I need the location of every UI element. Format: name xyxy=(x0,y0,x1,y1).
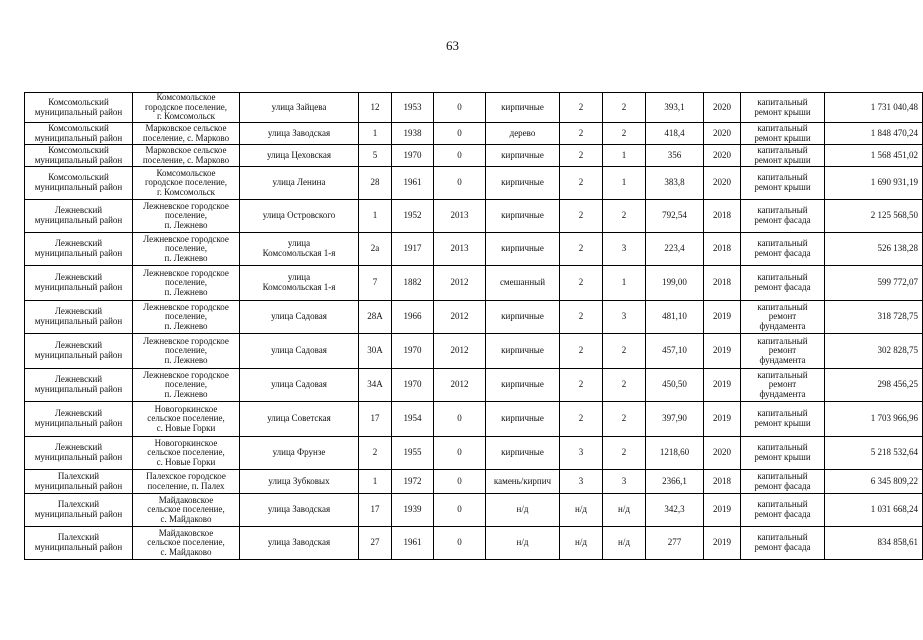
floors-cell: 2 xyxy=(560,123,603,145)
repair-type-cell: капитальный ремонт фасада xyxy=(741,527,825,560)
entrances-cell: 2 xyxy=(603,369,646,402)
entrances-cell: 2 xyxy=(603,402,646,437)
area-cell: 450,50 xyxy=(646,369,704,402)
last-repair-year-cell: 2012 xyxy=(434,301,486,334)
street-cell: улица Ленина xyxy=(240,167,359,200)
cost-cell: 1 731 040,48 xyxy=(825,93,923,123)
municipal-district-cell: Комсомольский муниципальный район xyxy=(25,123,133,145)
floors-cell: 3 xyxy=(560,437,603,470)
street-cell: улица Фрунзе xyxy=(240,437,359,470)
table-row xyxy=(25,266,923,301)
planned-year-cell: 2018 xyxy=(704,200,741,233)
settlement-cell: Лежневское городское поселение, п. Лежнево xyxy=(133,200,240,233)
wall-material-cell: кирпичные xyxy=(486,200,560,233)
settlement-cell: Комсомольское городское поселение, г. Комсомольск xyxy=(133,93,240,123)
wall-material-cell: кирпичные xyxy=(486,167,560,200)
last-repair-year-cell: 2013 xyxy=(434,233,486,266)
settlement-cell: Лежневское городское поселение, п. Лежнево xyxy=(133,233,240,266)
repair-type-cell: капитальный ремонт фасада xyxy=(741,266,825,301)
housing-repair-table xyxy=(24,92,923,560)
last-repair-year-cell: 0 xyxy=(434,123,486,145)
house-number-cell: 12 xyxy=(359,93,392,123)
planned-year-cell: 2018 xyxy=(704,233,741,266)
wall-material-cell: кирпичные xyxy=(486,369,560,402)
settlement-cell: Новогоркинское сельское поселение, с. Новые Горки xyxy=(133,402,240,437)
street-cell: улица Зайцева xyxy=(240,93,359,123)
floors-cell: 2 xyxy=(560,402,603,437)
municipal-district-cell: Комсомольский муниципальный район xyxy=(25,145,133,167)
municipal-district-cell: Палехский муниципальный район xyxy=(25,494,133,527)
cost-cell: 834 858,61 xyxy=(825,527,923,560)
settlement-cell: Марковское сельское поселение, с. Марково xyxy=(133,123,240,145)
cost-cell: 526 138,28 xyxy=(825,233,923,266)
table-row xyxy=(25,123,923,145)
house-number-cell: 1 xyxy=(359,470,392,494)
street-cell: улица Зубковых xyxy=(240,470,359,494)
cost-cell: 6 345 809,22 xyxy=(825,470,923,494)
settlement-cell: Лежневское городское поселение, п. Лежнево xyxy=(133,334,240,369)
entrances-cell: 2 xyxy=(603,334,646,369)
area-cell: 397,90 xyxy=(646,402,704,437)
wall-material-cell: н/д xyxy=(486,527,560,560)
last-repair-year-cell: 2012 xyxy=(434,266,486,301)
settlement-cell: Майдаковское сельское поселение, с. Майдаково xyxy=(133,527,240,560)
planned-year-cell: 2019 xyxy=(704,334,741,369)
build-year-cell: 1966 xyxy=(392,301,434,334)
entrances-cell: 3 xyxy=(603,470,646,494)
wall-material-cell: н/д xyxy=(486,494,560,527)
area-cell: 1218,60 xyxy=(646,437,704,470)
settlement-cell: Майдаковское сельское поселение, с. Майдаково xyxy=(133,494,240,527)
settlement-cell: Лежневское городское поселение, п. Лежнево xyxy=(133,369,240,402)
build-year-cell: 1952 xyxy=(392,200,434,233)
repair-type-cell: капитальный ремонт крыши xyxy=(741,402,825,437)
repair-type-cell: капитальный ремонт фундамента xyxy=(741,369,825,402)
repair-type-cell: капитальный ремонт крыши xyxy=(741,93,825,123)
house-number-cell: 28А xyxy=(359,301,392,334)
municipal-district-cell: Лежневский муниципальный район xyxy=(25,334,133,369)
cost-cell: 1 031 668,24 xyxy=(825,494,923,527)
table-row xyxy=(25,369,923,402)
table-row xyxy=(25,167,923,200)
municipal-district-cell: Комсомольский муниципальный район xyxy=(25,167,133,200)
cost-cell: 599 772,07 xyxy=(825,266,923,301)
table-row xyxy=(25,334,923,369)
cost-cell: 5 218 532,64 xyxy=(825,437,923,470)
street-cell: улица Заводская xyxy=(240,123,359,145)
area-cell: 393,1 xyxy=(646,93,704,123)
planned-year-cell: 2019 xyxy=(704,369,741,402)
last-repair-year-cell: 0 xyxy=(434,437,486,470)
house-number-cell: 28 xyxy=(359,167,392,200)
table-row xyxy=(25,527,923,560)
table-row xyxy=(25,301,923,334)
street-cell: улица Комсомольская 1-я xyxy=(240,233,359,266)
table-row xyxy=(25,93,923,123)
floors-cell: 3 xyxy=(560,470,603,494)
municipal-district-cell: Лежневский муниципальный район xyxy=(25,200,133,233)
area-cell: 383,8 xyxy=(646,167,704,200)
repair-type-cell: капитальный ремонт крыши xyxy=(741,167,825,200)
last-repair-year-cell: 2013 xyxy=(434,200,486,233)
settlement-cell: Палехское городское поселение, п. Палех xyxy=(133,470,240,494)
municipal-district-cell: Палехский муниципальный район xyxy=(25,527,133,560)
planned-year-cell: 2019 xyxy=(704,527,741,560)
build-year-cell: 1961 xyxy=(392,527,434,560)
house-number-cell: 1 xyxy=(359,123,392,145)
last-repair-year-cell: 2012 xyxy=(434,334,486,369)
entrances-cell: 2 xyxy=(603,93,646,123)
repair-type-cell: капитальный ремонт крыши xyxy=(741,145,825,167)
street-cell: улица Заводская xyxy=(240,527,359,560)
build-year-cell: 1972 xyxy=(392,470,434,494)
settlement-cell: Комсомольское городское поселение, г. Комсомольск xyxy=(133,167,240,200)
repair-type-cell: капитальный ремонт фасада xyxy=(741,200,825,233)
street-cell: улица Советская xyxy=(240,402,359,437)
area-cell: 223,4 xyxy=(646,233,704,266)
area-cell: 342,3 xyxy=(646,494,704,527)
entrances-cell: 1 xyxy=(603,266,646,301)
house-number-cell: 30А xyxy=(359,334,392,369)
repair-type-cell: капитальный ремонт фундамента xyxy=(741,334,825,369)
settlement-cell: Марковское сельское поселение, с. Марково xyxy=(133,145,240,167)
floors-cell: н/д xyxy=(560,527,603,560)
repair-type-cell: капитальный ремонт фасада xyxy=(741,470,825,494)
entrances-cell: н/д xyxy=(603,494,646,527)
last-repair-year-cell: 0 xyxy=(434,402,486,437)
table-row xyxy=(25,494,923,527)
last-repair-year-cell: 0 xyxy=(434,93,486,123)
street-cell: улица Садовая xyxy=(240,301,359,334)
floors-cell: 2 xyxy=(560,233,603,266)
repair-type-cell: капитальный ремонт фундамента xyxy=(741,301,825,334)
entrances-cell: 3 xyxy=(603,233,646,266)
cost-cell: 1 690 931,19 xyxy=(825,167,923,200)
entrances-cell: 1 xyxy=(603,167,646,200)
municipal-district-cell: Лежневский муниципальный район xyxy=(25,266,133,301)
floors-cell: 2 xyxy=(560,334,603,369)
cost-cell: 302 828,75 xyxy=(825,334,923,369)
street-cell: улица Садовая xyxy=(240,369,359,402)
house-number-cell: 34А xyxy=(359,369,392,402)
house-number-cell: 2 xyxy=(359,437,392,470)
entrances-cell: 1 xyxy=(603,145,646,167)
wall-material-cell: дерево xyxy=(486,123,560,145)
table-row xyxy=(25,200,923,233)
planned-year-cell: 2020 xyxy=(704,145,741,167)
planned-year-cell: 2018 xyxy=(704,470,741,494)
house-number-cell: 27 xyxy=(359,527,392,560)
area-cell: 481,10 xyxy=(646,301,704,334)
entrances-cell: 3 xyxy=(603,301,646,334)
municipal-district-cell: Лежневский муниципальный район xyxy=(25,233,133,266)
entrances-cell: 2 xyxy=(603,200,646,233)
build-year-cell: 1953 xyxy=(392,93,434,123)
municipal-district-cell: Лежневский муниципальный район xyxy=(25,369,133,402)
area-cell: 277 xyxy=(646,527,704,560)
street-cell: улица Заводская xyxy=(240,494,359,527)
build-year-cell: 1970 xyxy=(392,334,434,369)
wall-material-cell: кирпичные xyxy=(486,334,560,369)
cost-cell: 1 568 451,02 xyxy=(825,145,923,167)
planned-year-cell: 2018 xyxy=(704,266,741,301)
settlement-cell: Новогоркинское сельское поселение, с. Новые Горки xyxy=(133,437,240,470)
table-row xyxy=(25,145,923,167)
house-number-cell: 17 xyxy=(359,402,392,437)
build-year-cell: 1917 xyxy=(392,233,434,266)
cost-cell: 318 728,75 xyxy=(825,301,923,334)
floors-cell: 2 xyxy=(560,266,603,301)
table-row xyxy=(25,437,923,470)
area-cell: 792,54 xyxy=(646,200,704,233)
planned-year-cell: 2020 xyxy=(704,437,741,470)
municipal-district-cell: Лежневский муниципальный район xyxy=(25,301,133,334)
build-year-cell: 1970 xyxy=(392,369,434,402)
build-year-cell: 1882 xyxy=(392,266,434,301)
last-repair-year-cell: 0 xyxy=(434,470,486,494)
last-repair-year-cell: 2012 xyxy=(434,369,486,402)
house-number-cell: 17 xyxy=(359,494,392,527)
planned-year-cell: 2020 xyxy=(704,123,741,145)
table-row xyxy=(25,470,923,494)
street-cell: улица Комсомольская 1-я xyxy=(240,266,359,301)
build-year-cell: 1970 xyxy=(392,145,434,167)
floors-cell: 2 xyxy=(560,145,603,167)
table-row xyxy=(25,402,923,437)
planned-year-cell: 2019 xyxy=(704,301,741,334)
last-repair-year-cell: 0 xyxy=(434,527,486,560)
build-year-cell: 1955 xyxy=(392,437,434,470)
repair-type-cell: капитальный ремонт фасада xyxy=(741,494,825,527)
floors-cell: 2 xyxy=(560,93,603,123)
wall-material-cell: кирпичные xyxy=(486,93,560,123)
settlement-cell: Лежневское городское поселение, п. Лежнево xyxy=(133,266,240,301)
municipal-district-cell: Комсомольский муниципальный район xyxy=(25,93,133,123)
municipal-district-cell: Лежневский муниципальный район xyxy=(25,402,133,437)
table-row xyxy=(25,233,923,266)
floors-cell: 2 xyxy=(560,369,603,402)
house-number-cell: 2а xyxy=(359,233,392,266)
planned-year-cell: 2019 xyxy=(704,402,741,437)
street-cell: улица Садовая xyxy=(240,334,359,369)
wall-material-cell: кирпичные xyxy=(486,301,560,334)
wall-material-cell: кирпичные xyxy=(486,437,560,470)
last-repair-year-cell: 0 xyxy=(434,167,486,200)
area-cell: 199,00 xyxy=(646,266,704,301)
entrances-cell: 2 xyxy=(603,123,646,145)
floors-cell: 2 xyxy=(560,301,603,334)
repair-type-cell: капитальный ремонт крыши xyxy=(741,437,825,470)
floors-cell: 2 xyxy=(560,167,603,200)
last-repair-year-cell: 0 xyxy=(434,494,486,527)
entrances-cell: 2 xyxy=(603,437,646,470)
last-repair-year-cell: 0 xyxy=(434,145,486,167)
municipal-district-cell: Палехский муниципальный район xyxy=(25,470,133,494)
street-cell: улица Островского xyxy=(240,200,359,233)
wall-material-cell: кирпичные xyxy=(486,402,560,437)
house-number-cell: 5 xyxy=(359,145,392,167)
cost-cell: 298 456,25 xyxy=(825,369,923,402)
cost-cell: 1 848 470,24 xyxy=(825,123,923,145)
floors-cell: н/д xyxy=(560,494,603,527)
street-cell: улица Цеховская xyxy=(240,145,359,167)
area-cell: 2366,1 xyxy=(646,470,704,494)
build-year-cell: 1939 xyxy=(392,494,434,527)
wall-material-cell: камень/кирпич xyxy=(486,470,560,494)
area-cell: 356 xyxy=(646,145,704,167)
wall-material-cell: кирпичные xyxy=(486,145,560,167)
floors-cell: 2 xyxy=(560,200,603,233)
page-number: 63 xyxy=(446,38,459,53)
wall-material-cell: смешанный xyxy=(486,266,560,301)
build-year-cell: 1961 xyxy=(392,167,434,200)
planned-year-cell: 2020 xyxy=(704,167,741,200)
settlement-cell: Лежневское городское поселение, п. Лежнево xyxy=(133,301,240,334)
build-year-cell: 1938 xyxy=(392,123,434,145)
build-year-cell: 1954 xyxy=(392,402,434,437)
area-cell: 457,10 xyxy=(646,334,704,369)
cost-cell: 1 703 966,96 xyxy=(825,402,923,437)
house-number-cell: 1 xyxy=(359,200,392,233)
house-number-cell: 7 xyxy=(359,266,392,301)
repair-type-cell: капитальный ремонт крыши xyxy=(741,123,825,145)
repair-type-cell: капитальный ремонт фасада xyxy=(741,233,825,266)
cost-cell: 2 125 568,50 xyxy=(825,200,923,233)
planned-year-cell: 2019 xyxy=(704,494,741,527)
entrances-cell: н/д xyxy=(603,527,646,560)
area-cell: 418,4 xyxy=(646,123,704,145)
planned-year-cell: 2020 xyxy=(704,93,741,123)
municipal-district-cell: Лежневский муниципальный район xyxy=(25,437,133,470)
wall-material-cell: кирпичные xyxy=(486,233,560,266)
